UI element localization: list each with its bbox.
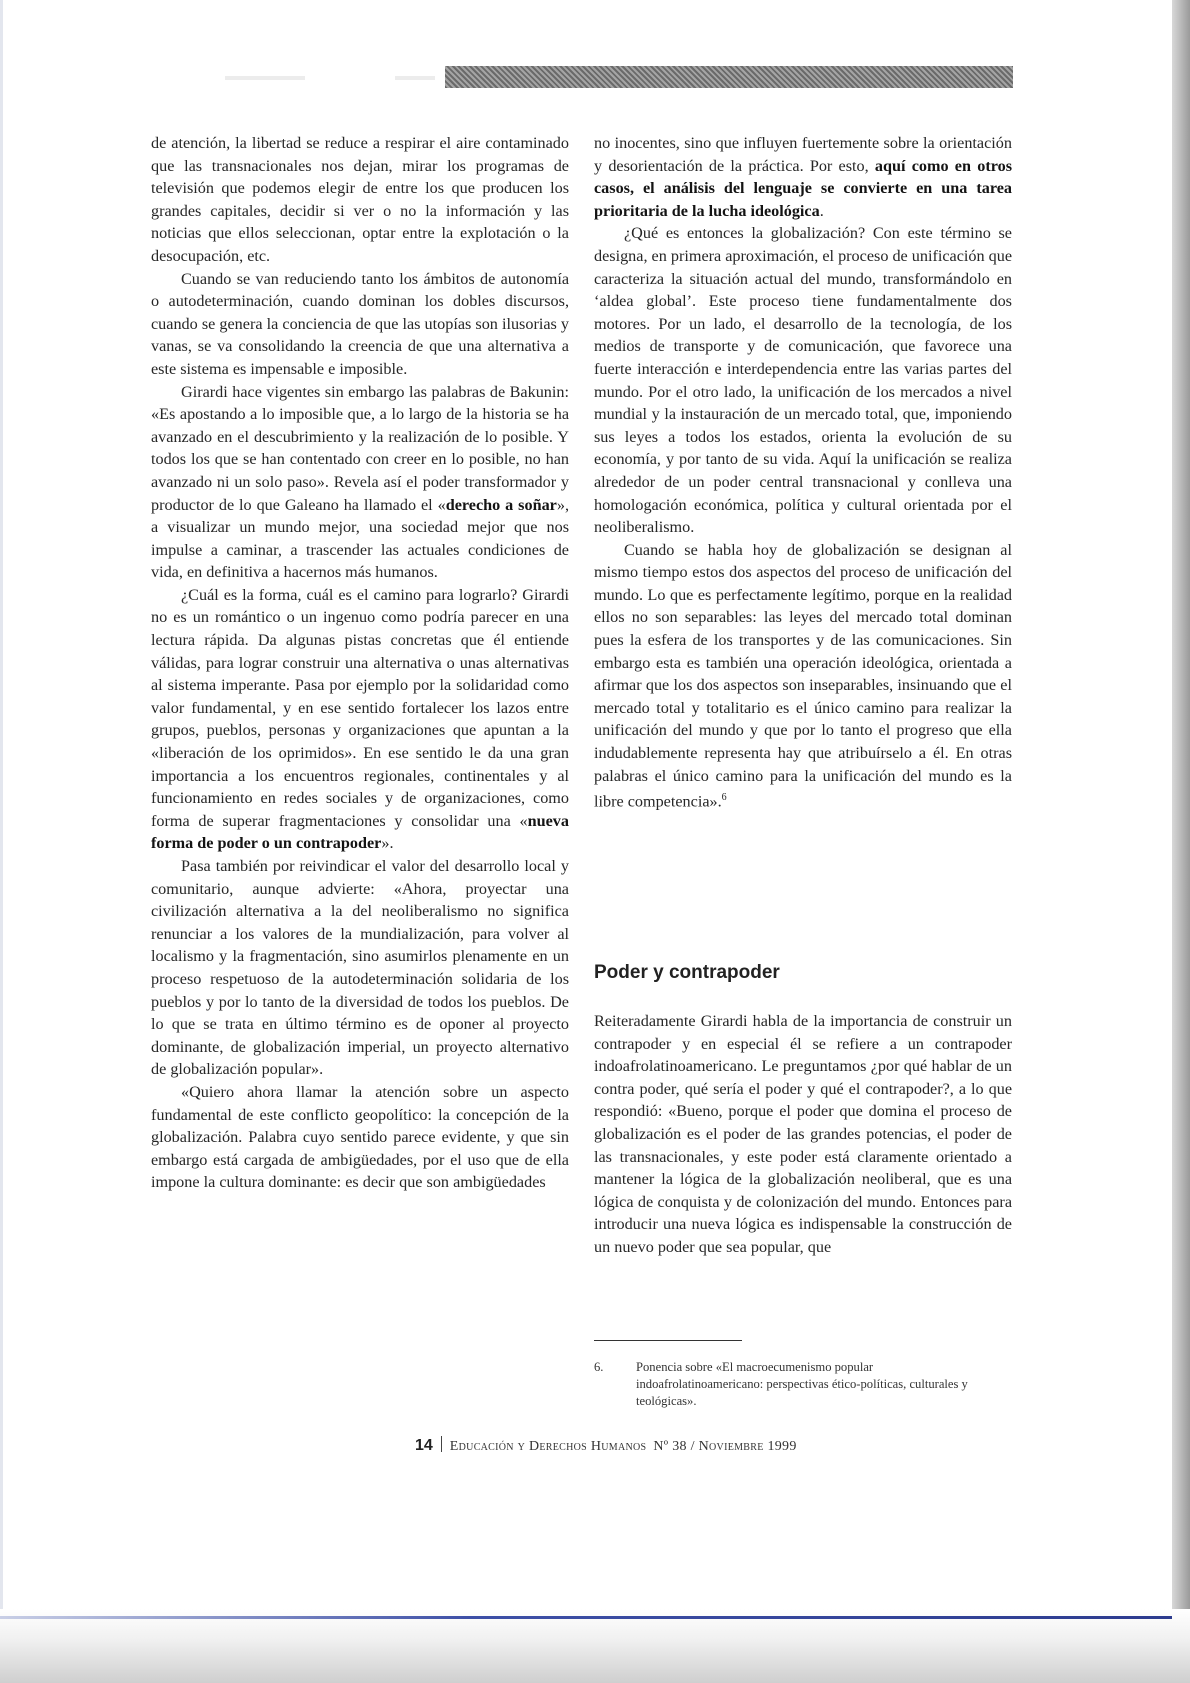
footnote-text: Ponencia sobre «El macroecumenismo popular indoafrolatinoamericano: perspectivas ético-políticas, culturales y teológicas». (636, 1360, 968, 1408)
footer-divider (441, 1436, 442, 1452)
scan-shadow (1172, 0, 1190, 1683)
section-heading: Poder y contrapoder (594, 962, 780, 983)
paragraph: ¿Cuál es la forma, cuál es el camino para lograrlo? Girardi no es un romántico o un ingenuo como podría parecer en una lectura rápida. Da algunas pistas concretas que él entiende válidas, para lograr construir una alternativa o unas alternativas al sistema imperante. Pasa por ejemplo por la solidaridad como valor fundamental, y en ese sentido fortalecer los lazos entre grupos, pueblos, personas y organizaciones que apuntan a la «liberación de los oprimidos». En ese sentido le da una gran importancia a los encuentros regionales, continentales y al funcionamiento en redes sociales y de organizaciones, como forma de superar fragmentaciones y consolidar una «nueva forma de poder o un contrapoder». (151, 585, 569, 853)
footnote-ref: 6 (721, 792, 727, 804)
issue-info: Nº 38 / Noviembre 1999 (653, 1439, 797, 1454)
publication-title: Educación y Derechos Humanos (449, 1439, 647, 1454)
paragraph: no inocentes, sino que influyen fuertemente sobre la orientación y desorientación de la práctica. Por esto, aquí como en otros casos, el análisis del lenguaje se convierte en una tarea prioritaria de la lucha ideológica. (594, 134, 1012, 220)
scan-edge (0, 0, 3, 1683)
footnote (594, 1359, 994, 1410)
paragraph: Cuando se van reduciendo tanto los ámbitos de autonomía o autodeterminación, cuando dominan los dobles discursos, cuando se genera la conciencia de que las utopías son ilusorias y vanas, se va consolidando la creencia de que una alternativa a este sistema es impensable e imposible. (151, 269, 569, 378)
scan-bottom-shadow (0, 1609, 1190, 1683)
scan-blue-line (0, 1616, 1172, 1619)
left-column (151, 132, 569, 1194)
page-number: 14 (415, 1437, 433, 1454)
paragraph: Pasa también por reivindicar el valor del desarrollo local y comunitario, aunque advierte: «Ahora, proyectar una civilización alternativa a la del neoliberalismo no significa renunciar a los valores de la mundialización, para volver al localismo y la fragmentación, sino asumirlos plenamente en un proceso respetuoso de la autodeterminación solidaria de los pueblos y por lo tanto de la diversidad de todos los pueblos. De lo que se trata en último término es de oponer al proyecto dominante, de globalización imperial, un proyecto alternativo de globalización popular». (151, 857, 569, 1079)
paragraph: ¿Qué es entonces la globalización? Con este término se designa, en primera aproximación, el proceso de unificación que caracteriza la situación actual del mundo, transformándolo en ‘aldea global’. Este proceso tiene fundamentalmente dos motores. Por un lado, el desarrollo de la tecnología, de los medios de transporte y de comunicación, que favorece una fuerte interacción e interdependencia entre las varias partes del mundo. Por el otro lado, la unificación de los mercados a nivel mundial y la instauración de un mercado total, que, imponiendo sus leyes a todos los estados, orienta la evolución de su economía, y por tanto de su vida. Aquí la unificación se realiza alrededor de un poder central transnacional y conlleva una homologación económica, política y cultural orientada por el neoliberalismo. (594, 224, 1013, 537)
paragraph: Girardi hace vigentes sin embargo las palabras de Bakunin: «Es apostando a lo imposible que, a lo largo de la historia se ha avanzado en el descubrimiento y la realización de lo posible. Y todos los que se han contentado con creer en lo posible, no han avanzado ni un solo paso». Revela así el poder transformador y productor de lo que Galeano ha llamado el «derecho a soñar», a visualizar un mundo mejor, una sociedad mejor que nos impulse a caminar, a trascender las actuales condiciones de vida, en definitiva a hacernos más humanos. (151, 382, 569, 582)
emphasis: derecho a soñar (445, 495, 557, 514)
right-column-continued (594, 1010, 1012, 1259)
page-footer (415, 1436, 895, 1455)
emphasis: aquí como en otros casos, el análisis del lenguaje se convierte en una tarea prioritaria de la lucha ideológica (594, 156, 1012, 220)
footnote-number: 6. (594, 1360, 604, 1374)
paragraph: «Quiero ahora llamar la atención sobre un aspecto fundamental de este conflicto geopolítico: la concepción de la globalización. Palabra cuyo sentido parece evidente, y que sin embargo está cargada de ambigüedades, por el uso que de ella impone la cultura dominante: es decir que son ambigüedades (151, 1082, 569, 1192)
emphasis: nueva forma de poder o un contrapoder (151, 811, 569, 853)
header-decorative-bar (445, 66, 1013, 88)
faint-header-mark (395, 76, 435, 80)
paragraph: Cuando se habla hoy de globalización se designan al mismo tiempo estos dos aspectos del proceso de unificación del mundo. Lo que es perfectamente legítimo, porque en la realidad ellos no son separables: las leyes del mercado total dominan pues la esfera de los transportes y de las comunicaciones. Sin embargo esta es también una operación ideológica, orientada a afirmar que los dos aspectos son inseparables, insinuando que el mercado total y totalitario es el único camino para realizar la unificación del mundo y que por lo tanto el progreso que ella indudablemente representa hay que atribuírselo a él. En otras palabras el único camino para la unificación del mundo es la libre competencia».$^6$ (594, 540, 1012, 811)
faint-header-mark (225, 76, 305, 80)
paragraph: Reiteradamente Girardi habla de la importancia de construir un contrapoder y en especial él se refiere a un contrapoder indoafrolatinoamericano. Le preguntamos ¿por qué hablar de un contra poder, qué sería el poder y qué el contrapoder?, a lo que respondió: «Bueno, porque el poder que domina el proceso de globalización es el poder de las grandes potencias, el poder de las transnacionales, y este poder está claramente orientado a mantener la lógica de la globalización neoliberal, que es una lógica de conquista y de colonización del mundo. Entonces para introducir una nueva lógica es indispensable la construcción de un nuevo poder que sea popular, que (594, 1012, 1012, 1256)
paragraph: de atención, la libertad se reduce a respirar el aire contaminado que las transnacionales nos dejan, mirar los programas de televisión que podemos elegir de entre los que producen los grandes capitales, decidir si ver o no la información y las noticias que ellos seleccionan, optar entre la explotación o la desocupación, etc. (151, 134, 569, 265)
footnote-divider (594, 1340, 742, 1341)
right-column (594, 132, 1012, 813)
